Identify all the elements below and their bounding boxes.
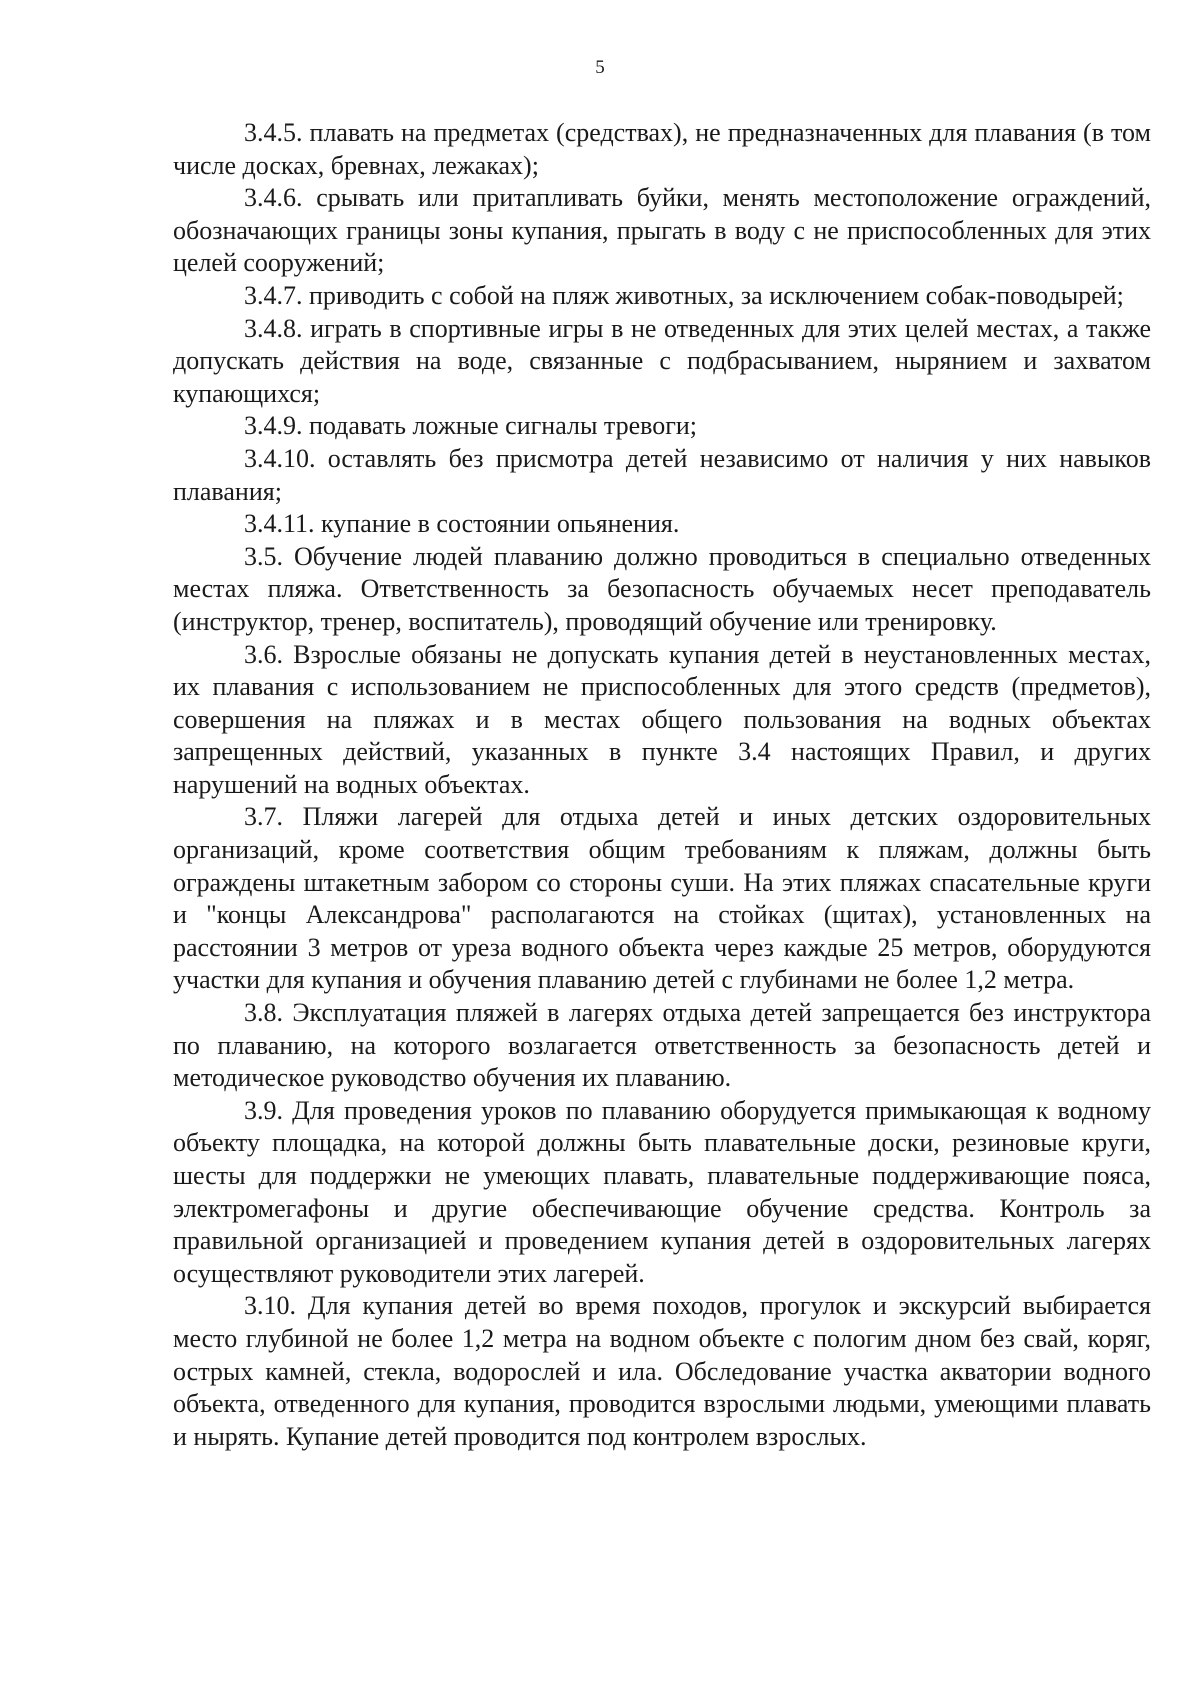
paragraph-3-7: 3.7. Пляжи лагерей для отдыха детей и иных детских оздоровительных организаций, кроме соответствия общим требованиям к пляжам, должны быть ограждены штакетным забором со стороны суши. На этих пляжах спасательные круги и "концы Александрова" располагаются на стойках (щитах), установленных на расстоянии 3 метров от уреза водного объекта через каждые 25 метров, оборудуются участки для купания и обучения плаванию детей с глубинами не более 1,2 метра. — [173, 802, 1151, 995]
paragraph-3-4-8: 3.4.8. играть в спортивные игры в не отведенных для этих целей местах, а также допускать действия на воде, связанные с подбрасыванием, нырянием и захватом купающихся; — [173, 313, 1151, 408]
paragraph-3-8: 3.8. Эксплуатация пляжей в лагерях отдыха детей запрещается без инструктора по плаванию, на которого возлагается ответственность за безопасность детей и методическое руководство обучения их плаванию. — [173, 998, 1151, 1093]
paragraph-3-4-5: 3.4.5. плавать на предметах (средствах), не предназначенных для плавания (в том числе досках, бревнах, лежаках); — [173, 118, 1151, 180]
paragraph-3-9: 3.9. Для проведения уроков по плаванию оборудуется примыкающая к водному объекту площадка, на которой должны быть плавательные доски, резиновые круги, шесты для поддержки не умеющих плавать, плавательные поддерживающие пояса, электромегафоны и другие обеспечивающие обучение средства. Контроль за правильной организацией и проведением купания детей в оздоровительных лагерях осуществляют руководители этих лагерей. — [173, 1095, 1151, 1288]
paragraph-3-10: 3.10. Для купания детей во время походов, прогулок и экскурсий выбирается место глубиной не более 1,2 метра на водном объекте с пологим дном без свай, коряг, острых камней, стекла, водорослей и ила. Обследование участка акватории водного объекта, отведенного для купания, проводится взрослыми людьми, умеющими плавать и нырять. Купание детей проводится под контролем взрослых. — [173, 1291, 1151, 1451]
paragraph-3-6: 3.6. Взрослые обязаны не допускать купания детей в неустановленных местах, их плавания с использованием не приспособленных для этого средств (предметов), совершения на пляжах и в местах общего пользования на водных объектах запрещенных действий, указанных в пункте 3.4 настоящих Правил, и других нарушений на водных объектах. — [173, 639, 1151, 799]
paragraph-3-4-6: 3.4.6. срывать или притапливать буйки, менять местоположение ограждений, обозначающих границы зоны купания, прыгать в воду с не приспособленных для этих целей сооружений; — [173, 183, 1151, 278]
paragraph-3-4-10: 3.4.10. оставлять без присмотра детей независимо от наличия у них навыков плавания; — [173, 443, 1151, 506]
document-body — [173, 117, 1151, 1453]
paragraph-3-4-11: 3.4.11. купание в состоянии опьянения. — [244, 509, 680, 539]
paragraph-3-5: 3.5. Обучение людей плаванию должно проводиться в специально отведенных местах пляжа. Ответственность за безопасность обучаемых несет преподаватель (инструктор, тренер, воспитатель), проводящий обучение или тренировку. — [173, 541, 1151, 636]
paragraph-3-4-9: 3.4.9. подавать ложные сигналы тревоги; — [244, 411, 698, 441]
page-number: 5 — [595, 57, 605, 78]
paragraph-3-4-7: 3.4.7. приводить с собой на пляж животных, за исключением собак-поводырей; — [244, 280, 1124, 310]
